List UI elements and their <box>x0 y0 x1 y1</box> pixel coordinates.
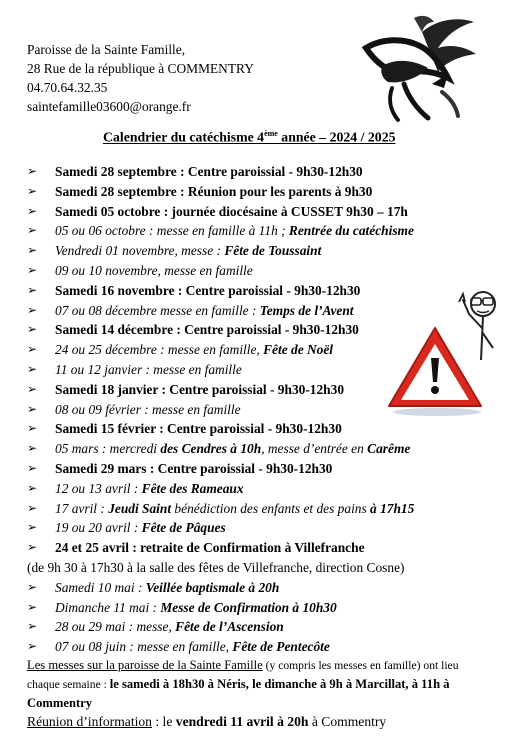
arrow-bullet-icon: ➢ <box>27 183 38 198</box>
retreat-note: (de 9h 30 à 17h30 à la salle des fêtes de Villefranche, direction Cosne) <box>27 559 405 575</box>
list-item: ➢ Samedi 28 septembre : Centre paroissial - 9h30-12h30 <box>27 162 497 182</box>
arrow-bullet-icon: ➢ <box>27 342 38 357</box>
masses-info-text: (y compris les messes en famille) ont lieu chaque semaine : <box>27 659 459 691</box>
list-item: ➢ 24 et 25 avril : retraite de Confirmation à Villefranche <box>27 538 497 558</box>
arrow-bullet-icon: ➢ <box>27 223 38 238</box>
list-item: ➢ 07 ou 08 décembre messe en famille : Temps de l’Avent <box>27 301 497 321</box>
info-meeting-date: vendredi 11 avril à 20h <box>175 714 309 729</box>
masses-info-heading: Les messes sur la paroisse de la Sainte Famille <box>27 658 263 672</box>
parish-phone: 04.70.64.32.35 <box>27 80 108 95</box>
list-item: ➢ Samedi 15 février : Centre paroissial - 9h30-12h30 <box>27 419 497 439</box>
masses-info <box>27 656 493 712</box>
list-item: ➢ Samedi 18 janvier : Centre paroissial - 9h30-12h30 <box>27 380 497 400</box>
list-item: ➢ Samedi 28 septembre : Réunion pour les parents à 9h30 <box>27 182 497 202</box>
arrow-bullet-icon: ➢ <box>27 203 38 218</box>
arrow-bullet-icon: ➢ <box>27 460 38 475</box>
arrow-bullet-icon: ➢ <box>27 421 38 436</box>
list-item: ➢ Samedi 10 mai : Veillée baptismale à 20h <box>27 578 497 598</box>
arrow-bullet-icon: ➢ <box>27 164 38 178</box>
arrow-bullet-icon: ➢ <box>27 619 38 634</box>
list-item: ➢ 24 ou 25 décembre : messe en famille, Fête de Noël <box>27 340 497 360</box>
info-meeting-label: Réunion d’information <box>27 714 152 729</box>
list-item: ➢ 11 ou 12 janvier : messe en famille <box>27 360 497 380</box>
arrow-bullet-icon: ➢ <box>27 639 38 654</box>
arrow-bullet-icon: ➢ <box>27 262 38 277</box>
list-item: ➢ Samedi 05 octobre : journée diocésaine à CUSSET 9h30 – 17h <box>27 202 497 222</box>
arrow-bullet-icon: ➢ <box>27 361 38 376</box>
list-item: ➢ 08 ou 09 février : messe en famille <box>27 400 497 420</box>
arrow-bullet-icon: ➢ <box>27 243 38 258</box>
arrow-bullet-icon: ➢ <box>27 322 38 337</box>
list-item: ➢ Dimanche 11 mai : Messe de Confirmation à 10h30 <box>27 598 497 618</box>
arrow-bullet-icon: ➢ <box>27 599 38 614</box>
arrow-bullet-icon: ➢ <box>27 302 38 317</box>
arrow-bullet-icon: ➢ <box>27 441 38 456</box>
warning-sign-icon <box>385 288 503 420</box>
list-item: ➢ 12 ou 13 avril : Fête des Rameaux <box>27 479 497 499</box>
list-item: ➢ 28 ou 29 mai : messe, Fête de l’Ascension <box>27 617 497 637</box>
info-meeting-place: à Commentry <box>308 714 387 729</box>
parish-header <box>27 40 254 116</box>
arrow-bullet-icon: ➢ <box>27 540 38 555</box>
list-item: ➢ 07 ou 08 juin : messe en famille, Fête de Pentecôte <box>27 637 497 657</box>
parish-name: Paroisse de la Sainte Famille, <box>27 42 186 57</box>
list-item: ➢ 17 avril : Jeudi Saint bénédiction des enfants et des pains à 17h15 <box>27 499 497 519</box>
holy-spirit-dove-logo <box>352 8 482 126</box>
arrow-bullet-icon: ➢ <box>27 480 38 495</box>
arrow-bullet-icon: ➢ <box>27 381 38 396</box>
arrow-bullet-icon: ➢ <box>27 579 38 594</box>
list-item: ➢ 05 ou 06 octobre : messe en famille à 11h ; Rentrée du catéchisme <box>27 221 497 241</box>
list-item: ➢ Vendredi 01 novembre, messe : Fête de Toussaint <box>27 241 497 261</box>
arrow-bullet-icon: ➢ <box>27 500 38 515</box>
list-item: ➢ Samedi 14 décembre : Centre paroissial - 9h30-12h30 <box>27 320 497 340</box>
list-item: ➢ 05 mars : mercredi des Cendres à 10h, messe d’entrée en Carême <box>27 439 497 459</box>
info-meeting: Réunion d’information : le vendredi 11 avril à 20h à Commentry <box>27 714 387 729</box>
parish-email: saintefamille03600@orange.fr <box>27 99 191 114</box>
arrow-bullet-icon: ➢ <box>27 282 38 297</box>
masses-schedule: le samedi à 18h30 à Néris, le dimanche à 9h à Marcillat, à 11h à Commentry <box>27 677 450 710</box>
list-item: ➢ 19 ou 20 avril : Fête de Pâques <box>27 518 497 538</box>
list-item: ➢ 09 ou 10 novembre, messe en famille <box>27 261 497 281</box>
list-item: ➢ Samedi 16 novembre : Centre paroissial - 9h30-12h30 <box>27 281 497 301</box>
parish-address: 28 Rue de la république à COMMENTRY <box>27 61 254 76</box>
arrow-bullet-icon: ➢ <box>27 401 38 416</box>
list-item: ➢ Samedi 29 mars : Centre paroissial - 9h30-12h30 <box>27 459 497 479</box>
page-title: Calendrier du catéchisme 4ème année – 2024 / 2025 <box>103 129 396 145</box>
arrow-bullet-icon: ➢ <box>27 520 38 535</box>
